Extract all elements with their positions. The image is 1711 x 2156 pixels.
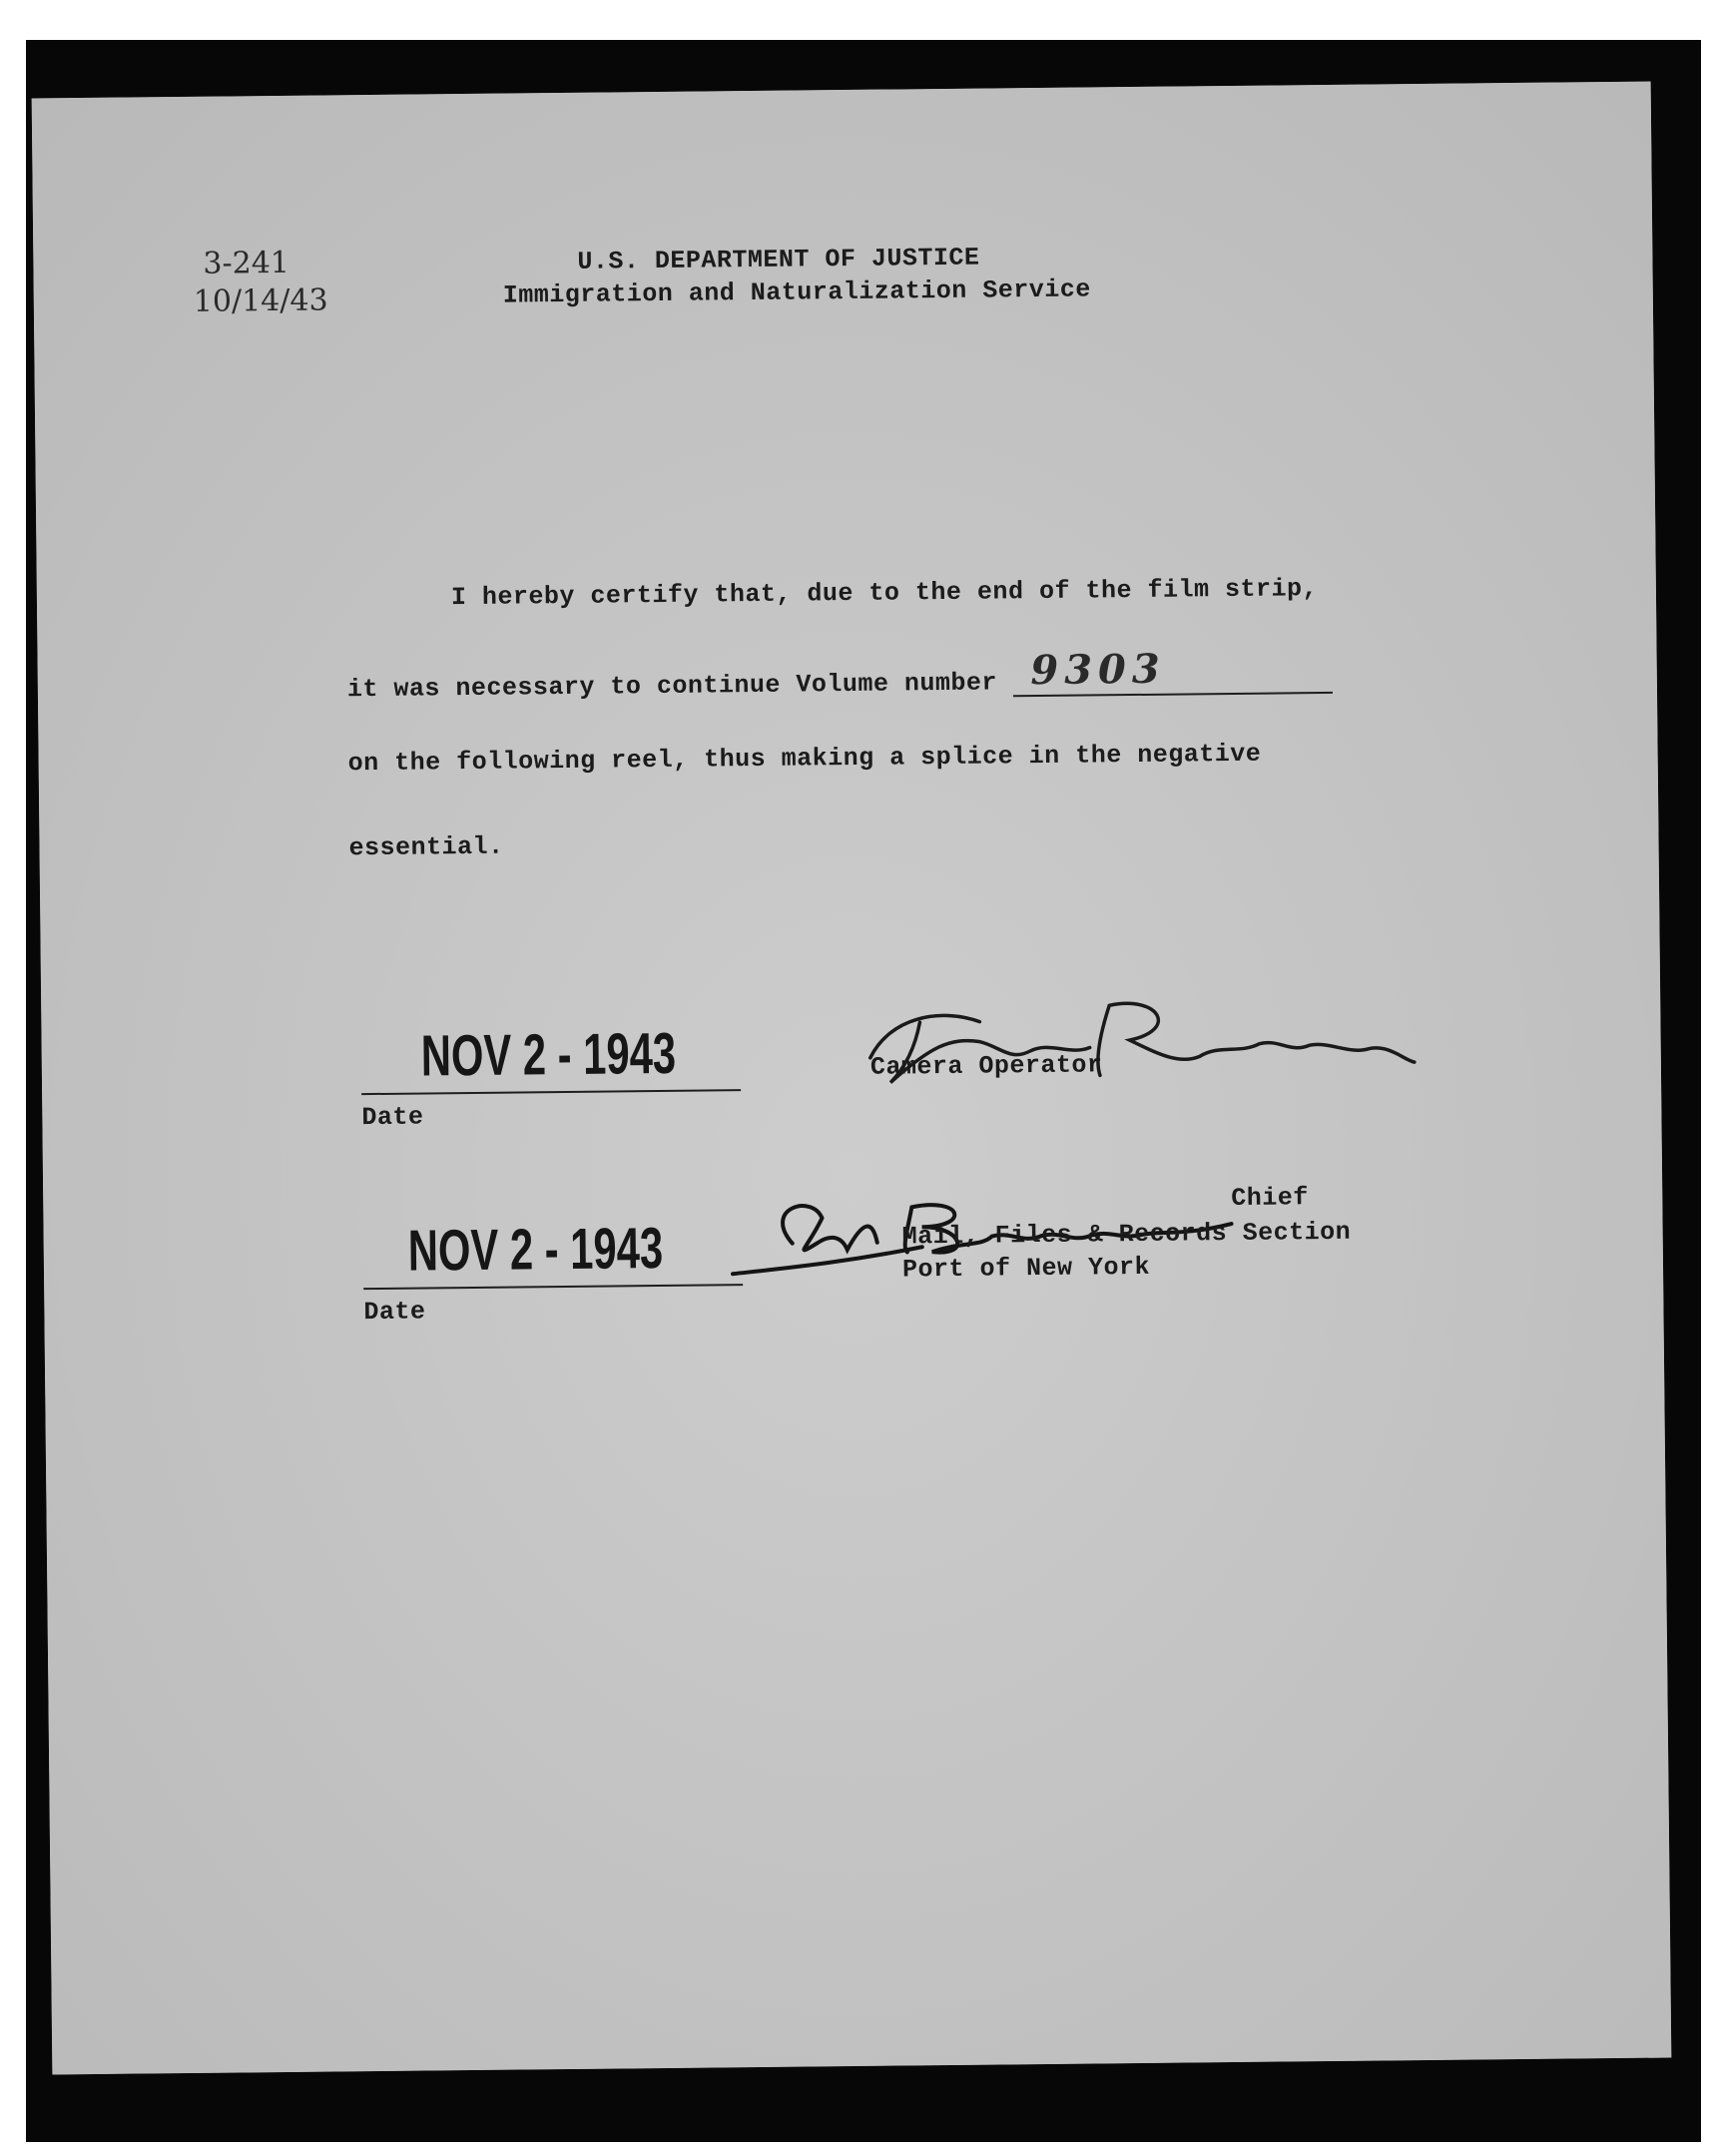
date-stamp-1: NOV 2 - 1943	[420, 1020, 677, 1089]
body-line-4: essential.	[348, 831, 504, 863]
volume-number-field	[1012, 645, 1332, 697]
volume-number-value: 9303	[1030, 645, 1166, 695]
paper-texture	[32, 82, 1672, 2075]
camera-operator-title: Camera Operator	[869, 1050, 1103, 1082]
date-stamp-2: NOV 2 - 1943	[407, 1215, 664, 1284]
body-line-3: on the following reel, thus making a splice in the negative	[347, 739, 1262, 779]
department-heading: U.S. DEPARTMENT OF JUSTICE	[577, 243, 980, 276]
service-heading: Immigration and Naturalization Service	[502, 274, 1091, 310]
date-label-2: Date	[363, 1297, 426, 1328]
section-name: Mail, Files & Records Section	[901, 1217, 1352, 1252]
form-number: 3-241	[203, 245, 290, 281]
port-name: Port of New York	[901, 1252, 1151, 1285]
form-date: 10/14/43	[193, 282, 328, 319]
document-page	[32, 82, 1672, 2075]
body-line-1: I hereby certify that, due to the end of the film strip,	[450, 574, 1319, 613]
body-line-2-text: it was necessary to continue Volume number	[346, 668, 998, 705]
chief-title: Chief	[1231, 1183, 1309, 1214]
date-label-1: Date	[361, 1102, 424, 1133]
